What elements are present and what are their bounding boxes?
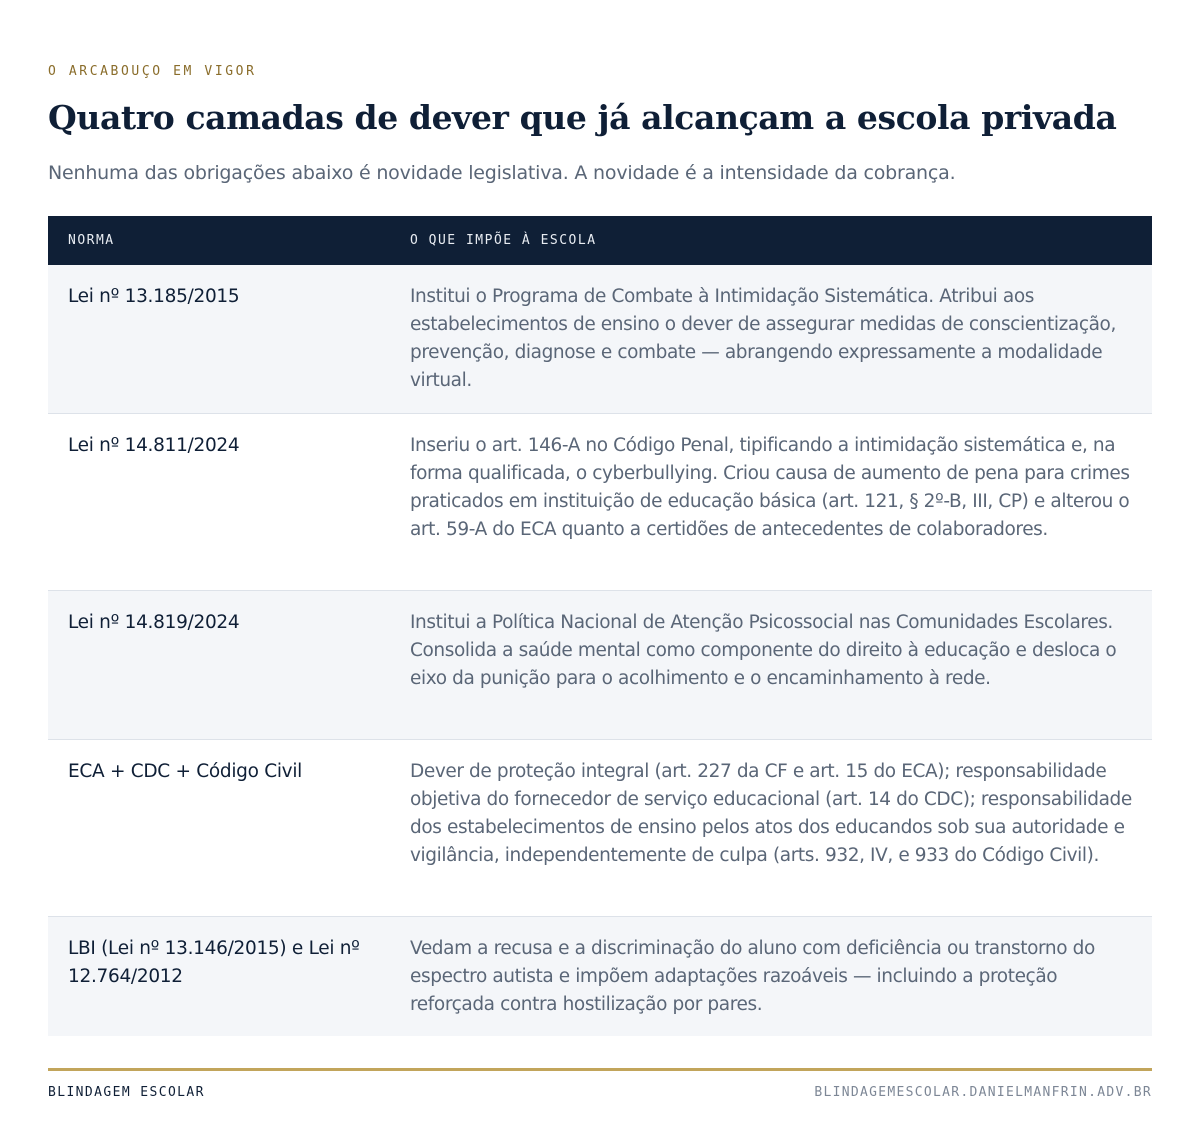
footer-divider — [48, 1068, 1152, 1071]
page-title: Quatro camadas de dever que já alcançam a escola privada — [48, 98, 1117, 137]
norma-cell: Lei nº 14.811/2024 — [68, 435, 240, 456]
impoe-cell: Institui a Política Nacional de Atenção Psicossocial nas Comunidades Escolares. Consolida a saúde mental como componente do direito à educação e desloca o eixo da punição para o acolhimento e o encaminhamento à rede. — [410, 612, 1117, 689]
obligations-table — [48, 216, 1152, 1036]
section-eyebrow: O ARCABOUÇO EM VIGOR — [48, 64, 257, 79]
impoe-cell: Institui o Programa de Combate à Intimidação Sistemática. Atribui aos estabelecimentos de ensino o dever de assegurar medidas de conscientização, prevenção, diagnose e combate — abrangendo expressamente a modalidade virtual. — [410, 286, 1116, 391]
norma-cell: LBI (Lei nº 13.146/2015) e Lei nº 12.764/2012 — [68, 938, 360, 987]
impoe-cell: Inseriu o art. 146-A no Código Penal, tipificando a intimidação sistemática e, na forma qualificada, o cyberbullying. Criou causa de aumento de pena para crimes praticados em instituição de educação básica (art. 121, § 2º-B, III, CP) e alterou o art. 59-A do ECA quanto a certidões de antecedentes de colaboradores. — [410, 435, 1130, 540]
table-header — [48, 216, 1152, 265]
table-row — [48, 414, 1152, 591]
page-subtitle: Nenhuma das obrigações abaixo é novidade legislativa. A novidade é a intensidade da cobrança. — [48, 162, 956, 184]
norma-cell: Lei nº 14.819/2024 — [68, 612, 240, 633]
footer-url[interactable]: BLINDAGEMESCOLAR.DANIELMANFRIN.ADV.BR — [814, 1085, 1152, 1100]
column-header-impoe: O QUE IMPÕE À ESCOLA — [410, 233, 597, 248]
table-row — [48, 740, 1152, 917]
table-row — [48, 591, 1152, 740]
column-header-norma: NORMA — [68, 233, 115, 248]
impoe-cell: Dever de proteção integral (art. 227 da CF e art. 15 do ECA); responsabilidade objetiva do fornecedor de serviço educacional (art. 14 do CDC); responsabilidade dos estabelecimentos de ensino pelos atos dos educandos sob sua autoridade e vigilância, independentemente de culpa (arts. 932, IV, e 933 do Código Civil). — [410, 761, 1132, 866]
norma-cell: Lei nº 13.185/2015 — [68, 286, 240, 307]
footer-brand: BLINDAGEM ESCOLAR — [48, 1085, 205, 1100]
norma-cell: ECA + CDC + Código Civil — [68, 761, 303, 782]
table-row — [48, 917, 1152, 1036]
impoe-cell: Vedam a recusa e a discriminação do aluno com deficiência ou transtorno do espectro autista e impõem adaptações razoáveis — incluindo a proteção reforçada contra hostilização por pares. — [410, 938, 1095, 1015]
table-row — [48, 265, 1152, 414]
